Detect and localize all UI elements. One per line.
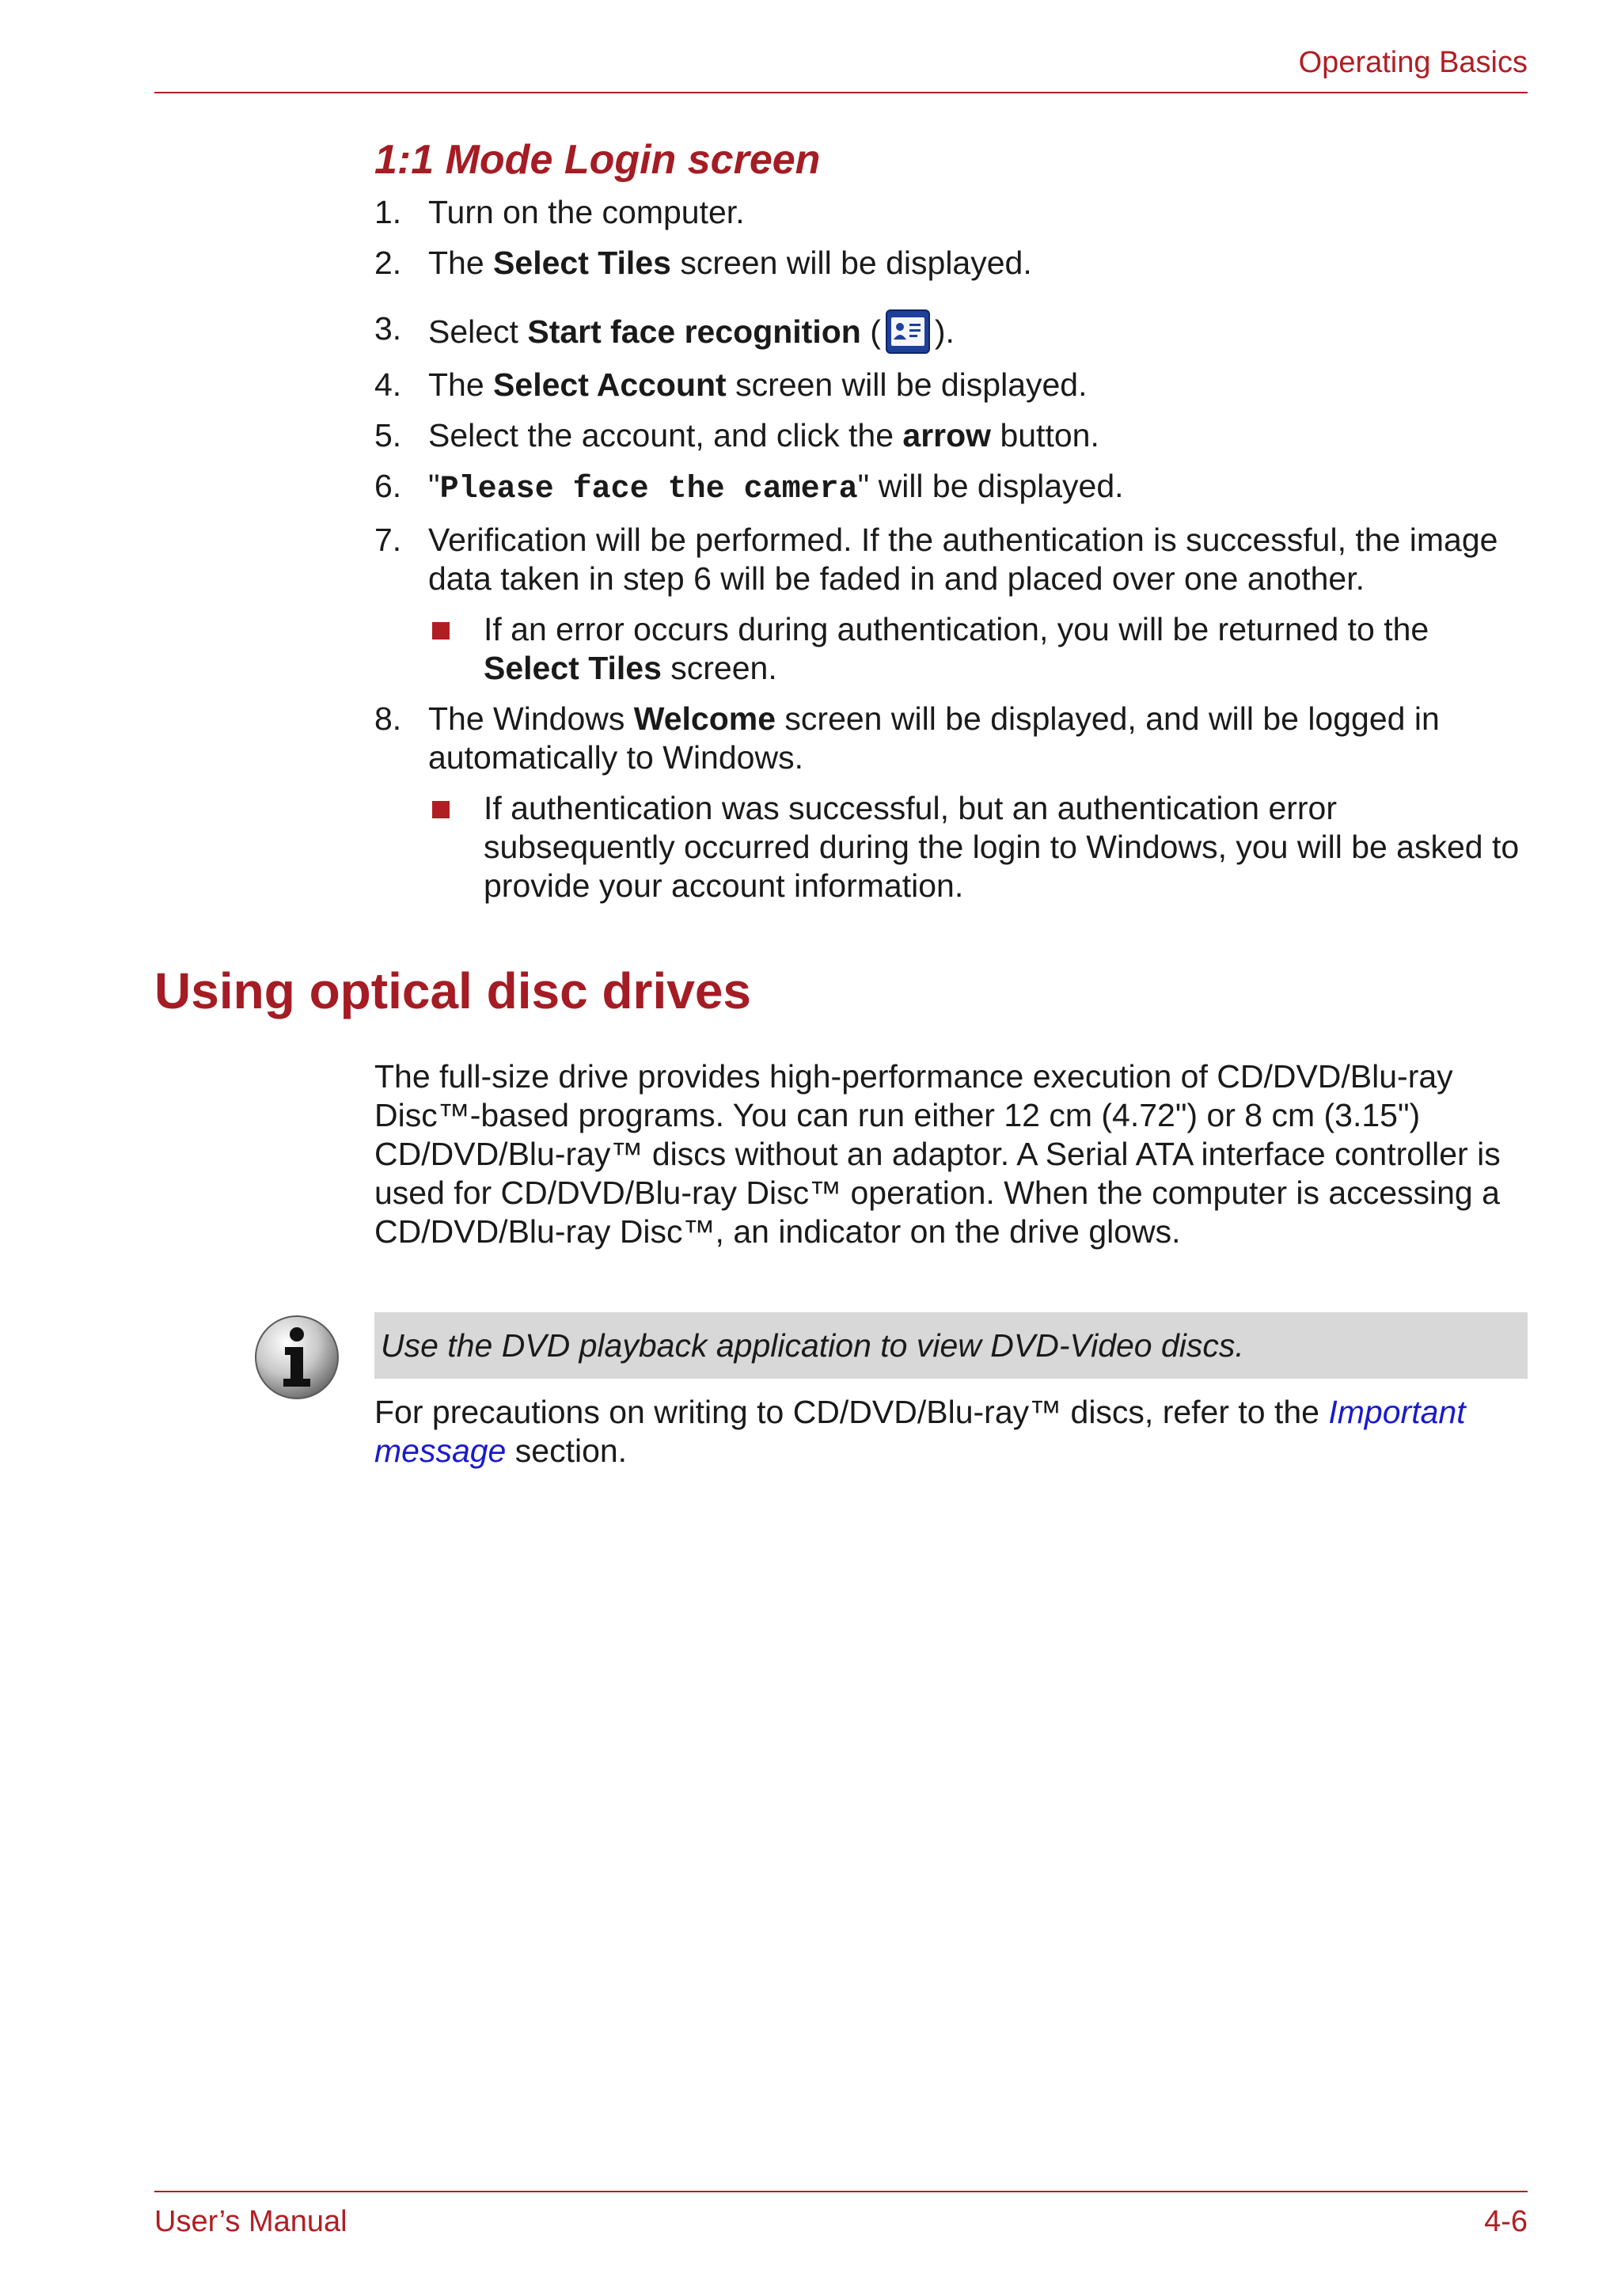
step-text: The [428, 366, 494, 403]
header-title: Operating Basics [1298, 46, 1528, 79]
step-bold: Select Account [493, 366, 727, 403]
step-7-bullets [428, 610, 1528, 688]
step-number: 6. [374, 468, 402, 504]
step-number: 1. [374, 194, 402, 230]
step-text: screen will be displayed. [726, 366, 1088, 403]
footer-left: User’s Manual [154, 2205, 347, 2238]
step-text: ( [860, 313, 881, 350]
step-1 [374, 193, 1528, 232]
step-number: 4. [374, 366, 402, 403]
step-6 [374, 467, 1528, 509]
login-section [374, 135, 1528, 917]
note-text: Use the DVD playback application to view DVD-Video discs. [381, 1327, 1244, 1364]
login-steps [374, 193, 1528, 905]
step-text: screen will be displayed. [670, 245, 1032, 281]
section-heading: Using optical disc drives [154, 962, 751, 1019]
step-number: 8. [374, 700, 402, 737]
step-number: 7. [374, 522, 402, 558]
login-heading: 1:1 Mode Login screen [374, 137, 821, 183]
step-mono: Please face the camera [439, 472, 858, 507]
step-4 [374, 366, 1528, 404]
bullet-square-icon [432, 622, 450, 639]
precaution-paragraph [374, 1393, 1528, 1471]
step-text: ). [934, 313, 955, 350]
step-3 [374, 309, 1528, 354]
page-footer [154, 2191, 1528, 2239]
precaution-section [374, 1393, 1528, 1471]
optical-section [374, 1057, 1528, 1251]
bullet-bold: Select Tiles [484, 650, 662, 686]
step-8-bullets [428, 789, 1528, 905]
step-number: 3. [374, 310, 402, 347]
step-bold: Start face recognition [527, 313, 861, 350]
step-number: 2. [374, 245, 402, 281]
step-8 [374, 700, 1528, 905]
step-text: Turn on the computer. [428, 194, 745, 230]
important-message-link[interactable]: Important message [374, 1394, 1466, 1469]
step-2 [374, 244, 1528, 283]
step-text: button. [991, 417, 1099, 454]
step-text: Select the account, and click the [428, 417, 903, 454]
step-5 [374, 416, 1528, 455]
optical-paragraph: The full-size drive provides high-performance execution of CD/DVD/Blu-ray Disc™-based programs. You can run either 12 cm (4.72") or 8 cm (3.15") CD/DVD/Blu-ray™ discs without an adaptor. A Serial ATA interface controller is used for CD/DVD/Blu-ray Disc™ operation. When the computer is accessing a CD/DVD/Blu-ray Disc™, an indicator on the drive glows. [374, 1058, 1501, 1250]
step-text: Select [428, 313, 528, 350]
step-text: Verification will be performed. If the authentication is successful, the image data taken in step 6 will be faded in and placed over one another. [428, 522, 1498, 597]
bullet-text: If an error occurs during authentication, you will be returned to the [484, 611, 1429, 647]
bullet-text: screen. [661, 650, 777, 686]
step-text: The [428, 245, 494, 281]
bullet-square-icon [432, 801, 450, 818]
precaution-text: For precautions on writing to CD/DVD/Blu-ray™ discs, refer to the [374, 1394, 1329, 1430]
info-icon [253, 1314, 340, 1401]
bullet-item [428, 789, 1528, 905]
precaution-text: section. [506, 1433, 628, 1469]
step-text: " will be displayed. [857, 468, 1124, 504]
bullet-text: If authentication was successful, but an authentication error subsequently occurred during the login to Windows, you will be asked to provide your account information. [484, 790, 1520, 904]
step-bold: Welcome [633, 700, 776, 737]
step-bold: arrow [902, 417, 992, 454]
step-text: The Windows [428, 700, 634, 737]
page-header [154, 41, 1528, 93]
bullet-item [428, 610, 1528, 688]
step-number: 5. [374, 417, 402, 454]
step-bold: Select Tiles [493, 245, 671, 281]
step-7 [374, 521, 1528, 688]
step-text: screen will be displayed, and will be logged in automatically to Windows. [428, 700, 1440, 776]
step-text: " [428, 468, 440, 504]
footer-page-number: 4-6 [1484, 2205, 1528, 2238]
face-recognition-icon [886, 309, 930, 354]
note-box [374, 1312, 1528, 1379]
